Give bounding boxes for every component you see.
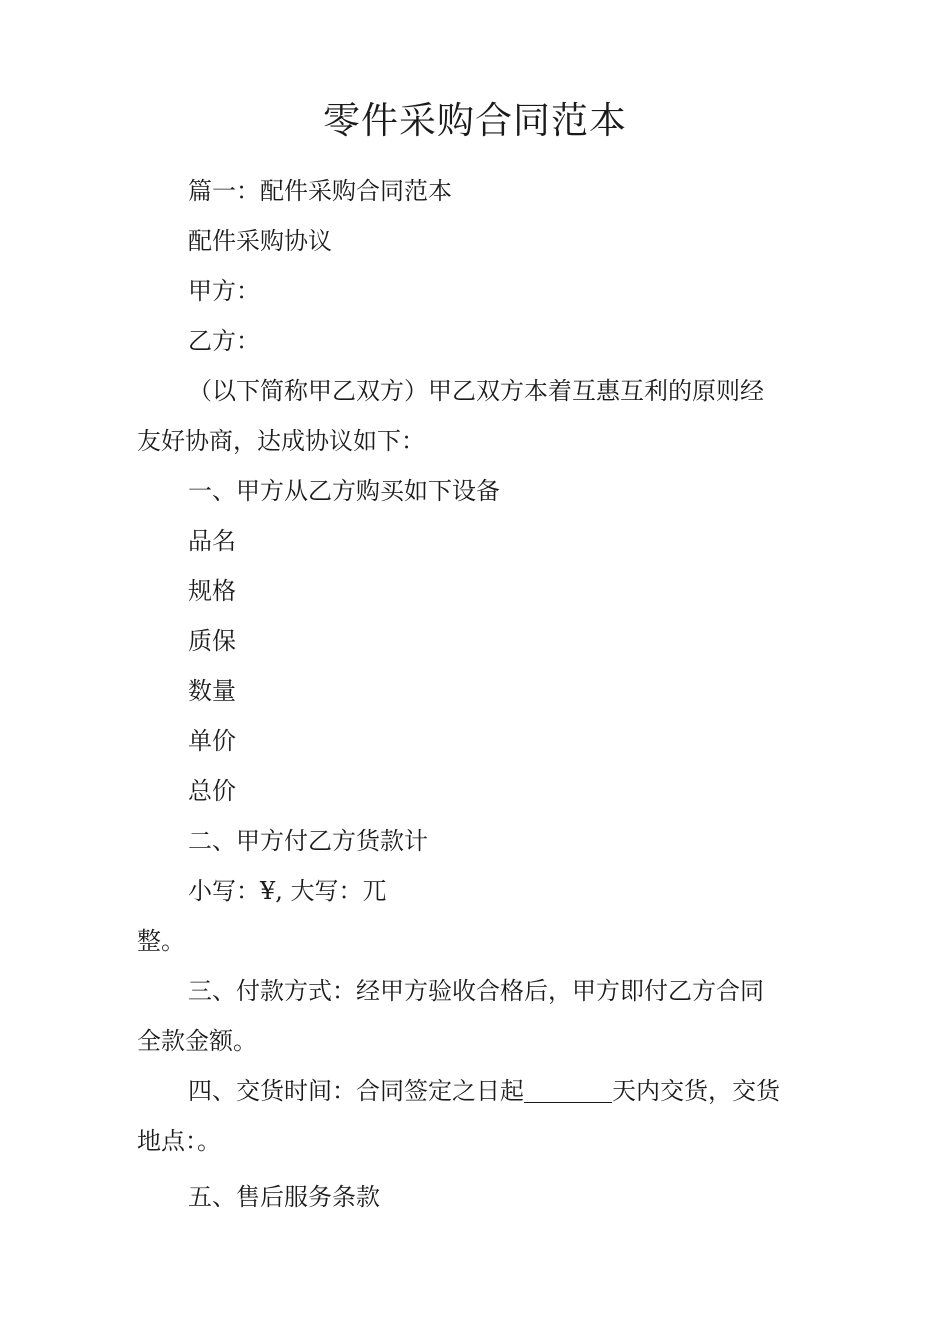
item-total-price-label: 总价: [188, 777, 236, 805]
clause-4-line-2: 地点：。: [137, 1127, 221, 1155]
clause-3-line-1: 三、付款方式：经甲方验收合格后，甲方即付乙方合同: [188, 977, 764, 1005]
delivery-days-blank: [524, 1078, 612, 1103]
preamble-line-1: （以下简称甲乙双方）甲乙双方本着互惠互利的原则经: [188, 377, 764, 405]
item-unit-price-label: 单价: [188, 727, 236, 755]
document-title: 零件采购合同范本: [323, 99, 627, 142]
party-b-label: 乙方：: [188, 327, 260, 355]
clause-3-line-2: 全款金额。: [137, 1027, 257, 1055]
clause-5-heading: 五、售后服务条款: [188, 1183, 380, 1211]
agreement-heading: 配件采购协议: [188, 227, 332, 255]
clause-4-line-1: [137, 1066, 868, 1116]
clause-2-heading: 二、甲方付乙方货款计: [188, 827, 428, 855]
item-name-label: 品名: [188, 527, 236, 555]
party-a-label: 甲方：: [188, 277, 260, 305]
preamble-line-2: 友好协商，达成协议如下：: [137, 427, 425, 455]
item-quantity-label: 数量: [188, 677, 236, 705]
clause-4-text-after-blank: 天内交货，交货: [612, 1077, 780, 1105]
item-spec-label: 规格: [188, 577, 236, 605]
item-warranty-label: 质保: [188, 627, 236, 655]
section-heading-part1: 篇一：配件采购合同范本: [188, 177, 452, 205]
clause-1-heading: 一、甲方从乙方购买如下设备: [188, 477, 500, 505]
amount-line-end: 整。: [137, 927, 185, 955]
clause-4-text-before-blank: 四、交货时间：合同签定之日起: [188, 1077, 524, 1105]
amount-line: 小写：¥, 大写：兀: [188, 877, 387, 905]
